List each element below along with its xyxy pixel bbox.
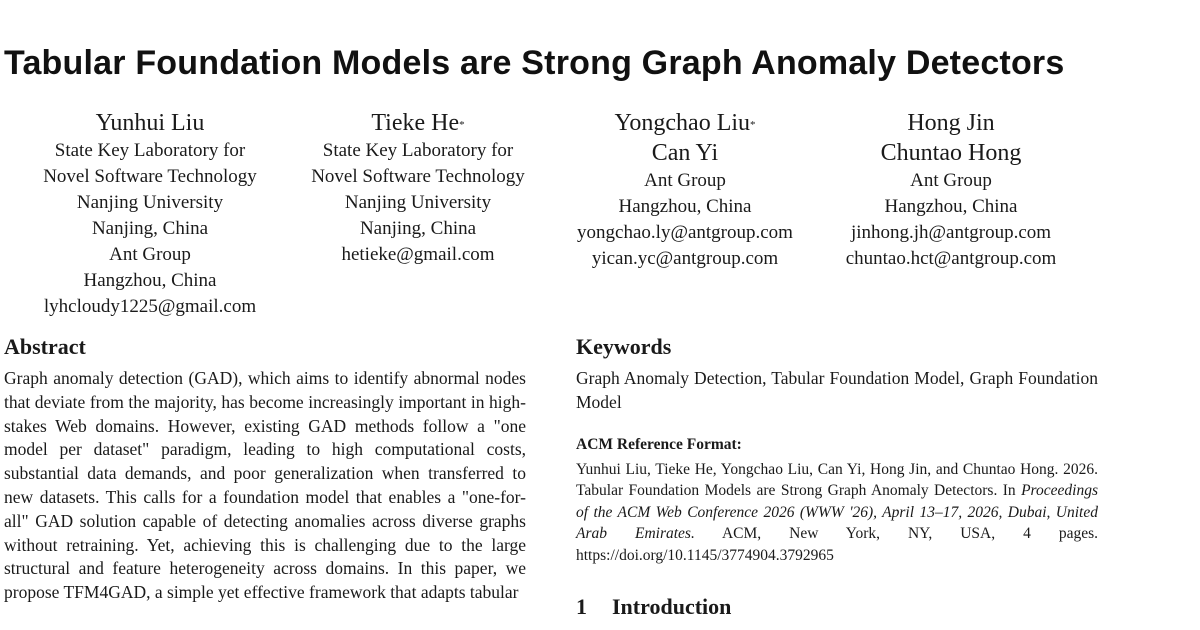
affiliation-line: Nanjing University: [76, 192, 224, 213]
author-email: yongchao.ly@antgroup.com: [577, 222, 793, 243]
acm-reference-text: Yunhui Liu, Tieke He, Yongchao Liu, Can Yi, Hong Jin, and Chuntao Hong. 2026. Tabular Foundation Models are Strong Graph Anomaly Detectors. In Proceedings of the ACM Web Conference 2026 (WWW '26), April 13–17, 2026, Dubai, United Arab Emirates. ACM, New York, NY, USA, 4 pages. https://doi.org/10.1145/3774904.3792965: [576, 460, 1098, 564]
author-email: chuntao.hct@antgroup.com: [845, 248, 1057, 269]
introduction-heading: 1 Introduction: [576, 594, 732, 619]
affiliation-line: Hangzhou, China: [884, 196, 1018, 217]
author-name: Tieke He*: [371, 110, 465, 136]
author-name: Yunhui Liu: [95, 110, 205, 136]
affiliation-line: Ant Group: [644, 170, 726, 191]
author-block: [297, 108, 539, 268]
author-email: hetieke@gmail.com: [341, 244, 495, 265]
right-column: [576, 333, 1098, 619]
affiliation-line: Nanjing University: [344, 192, 492, 213]
affiliation-line: Novel Software Technology: [311, 166, 525, 187]
acm-reference-venue: Proceedings of the ACM Web Conference 2026 (WWW '26), April 13–17, 2026, Dubai, United Arab Emirates.: [576, 482, 1098, 543]
left-column: [4, 333, 526, 605]
affiliation-line: Hangzhou, China: [83, 270, 217, 291]
author-email: jinhong.jh@antgroup.com: [850, 222, 1052, 243]
abstract-text: Graph anomaly detection (GAD), which aims to identify abnormal nodes that deviate from the majority, has become increasingly important in high-stakes Web domains. However, existing GAD methods follow a "one model per dataset" paradigm, leading to high computational costs, substantial data demands, and poor generalization when transferred to new datasets. This calls for a foundation model that enables a "one-for-all" GAD solution capable of detecting anomalies across diverse graphs without retraining. Yet, achieving this is challenging due to the large structural and feature heterogeneity across domains. In this paper, we propose TFM4GAD, a simple yet effective framework that adapts tabular: [4, 368, 526, 603]
affiliation-line: Ant Group: [109, 244, 191, 265]
keywords-text: Graph Anomaly Detection, Tabular Foundation Model, Graph Foundation Model: [576, 368, 1098, 412]
author-email: lyhcloudy1225@gmail.com: [43, 296, 257, 317]
author-block: [560, 108, 810, 272]
affiliation-line: Ant Group: [910, 170, 992, 191]
corresponding-star: *: [750, 119, 756, 131]
affiliation-line: Hangzhou, China: [618, 196, 752, 217]
affiliation-line: Nanjing, China: [359, 218, 477, 239]
corresponding-star: *: [459, 119, 465, 131]
affiliation-line: Novel Software Technology: [43, 166, 257, 187]
author-name: Hong Jin: [907, 110, 995, 136]
author-name: Yongchao Liu*: [614, 110, 756, 136]
affiliation-line: State Key Laboratory for: [322, 140, 514, 161]
acm-reference-heading: ACM Reference Format:: [576, 435, 742, 453]
keywords-heading: Keywords: [576, 334, 672, 359]
affiliation-line: State Key Laboratory for: [54, 140, 246, 161]
section-number: 1: [576, 594, 587, 619]
author-name: Chuntao Hong: [880, 140, 1022, 166]
author-email: yican.yc@antgroup.com: [591, 248, 779, 269]
affiliation-line: Nanjing, China: [91, 218, 209, 239]
author-name: Can Yi: [651, 140, 719, 166]
author-block: [0, 108, 300, 320]
abstract-heading: Abstract: [4, 334, 86, 359]
paper-title: Tabular Foundation Models are Strong Graph Anomaly Detectors: [4, 44, 1065, 82]
author-block: [826, 108, 1076, 272]
